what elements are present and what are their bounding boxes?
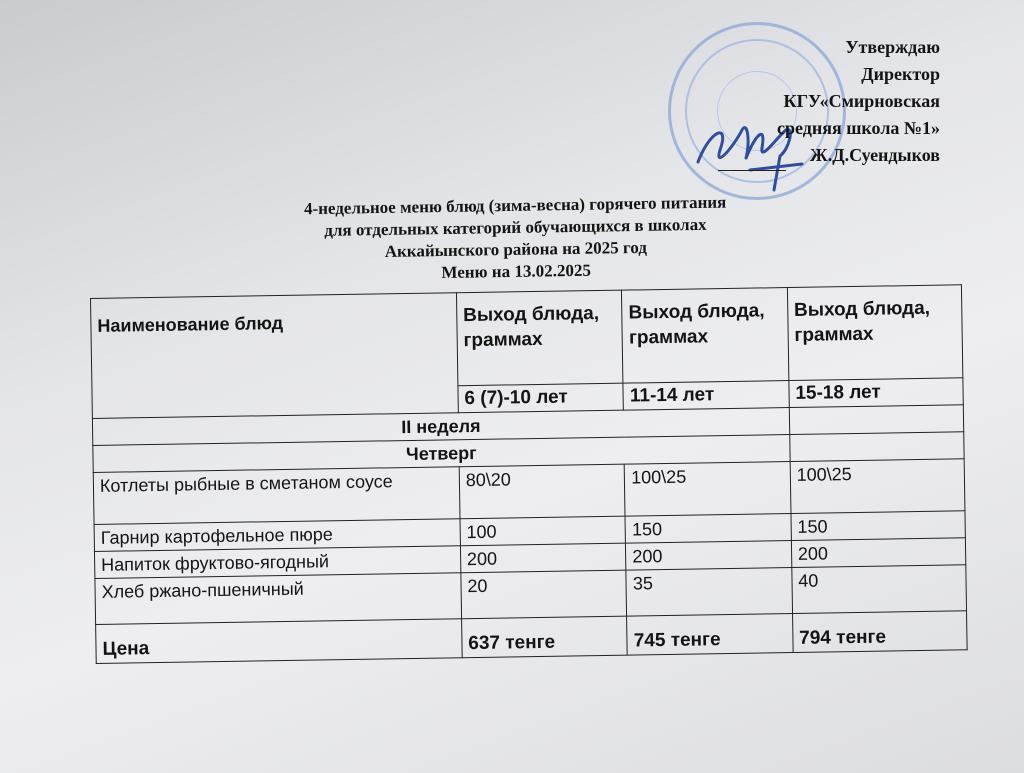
dish-name: Котлеты рыбные в сметаном соусе: [93, 467, 460, 525]
dish-output-3: 200: [791, 538, 966, 568]
title-line-1: 4-недельное меню блюд (зима-весна) горячего питания: [303, 192, 727, 219]
document-title: [190, 190, 841, 288]
dish-name: Напиток фруктово-ягодный: [94, 546, 460, 579]
price-3: 794 тенге: [792, 611, 967, 653]
title-line-4: Меню на 13.02.2025: [441, 260, 592, 283]
price-2: 745 тенге: [627, 614, 793, 656]
header-output-2: Выход блюда, граммах: [622, 288, 789, 384]
price-label: Цена: [96, 619, 462, 664]
age-group-2: 11-14 лет: [623, 381, 789, 411]
approval-approve: Утверждаю: [845, 37, 940, 57]
dish-output-3: 40: [792, 565, 967, 614]
signature-line: [718, 170, 786, 171]
dish-output-2: 150: [625, 514, 791, 544]
day-label: Четверг: [93, 435, 790, 473]
approval-org: КГУ«Смирновская: [783, 91, 940, 111]
header-dish-name: Наименование блюд: [91, 293, 459, 419]
menu-table: [90, 284, 968, 664]
age-group-3: 15-18 лет: [789, 378, 964, 408]
header-output-1: Выход блюда, граммах: [456, 290, 623, 386]
dish-name: Хлеб ржано-пшеничный: [95, 573, 461, 625]
title-line-2: для отдельных категорий обучающихся в школах: [324, 214, 707, 240]
day-empty-cell: [790, 432, 965, 462]
price-1: 637 тенге: [461, 616, 627, 658]
title-line-3: Аккайынского района на 2025 год: [384, 237, 648, 261]
dish-output-1: 200: [460, 543, 626, 573]
approval-school: средняя школа №1»: [777, 118, 940, 138]
approval-position: Директор: [861, 64, 940, 84]
week-label: II неделя: [92, 408, 789, 446]
week-empty-cell: [789, 405, 964, 435]
dish-output-2: 35: [626, 568, 792, 617]
dish-output-1: 80\20: [459, 464, 625, 519]
dish-name: Гарнир картофельное пюре: [94, 519, 460, 552]
table-header-row: [91, 285, 963, 392]
dish-output-3: 100\25: [790, 459, 965, 514]
dish-output-3: 150: [791, 511, 966, 541]
dish-output-1: 100: [460, 516, 626, 546]
dish-output-2: 100\25: [624, 462, 790, 517]
dish-output-1: 20: [461, 570, 627, 619]
approval-block: [777, 34, 940, 169]
header-output-3: Выход блюда, граммах: [787, 285, 963, 381]
menu-table-wrapper: [90, 284, 968, 664]
approval-director-name: Ж.Д.Суендыков: [809, 145, 940, 165]
dish-output-2: 200: [626, 541, 792, 571]
age-group-1: 6 (7)-10 лет: [458, 383, 624, 413]
